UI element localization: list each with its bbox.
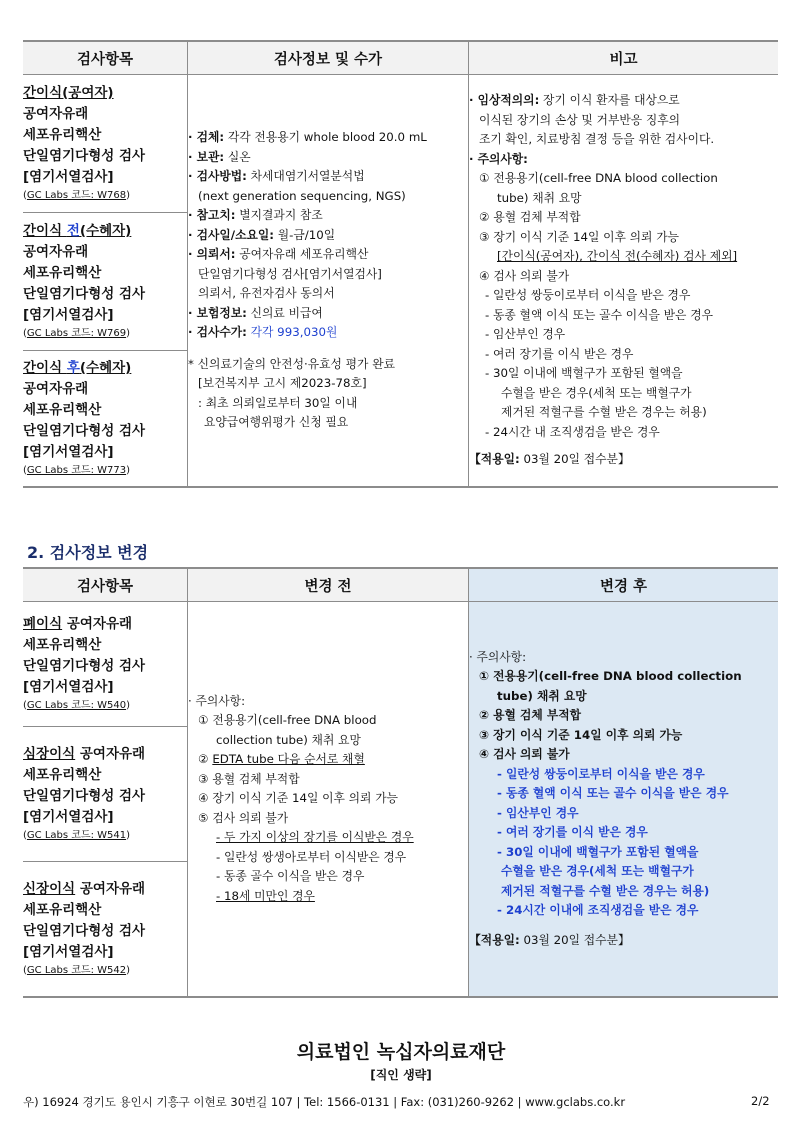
after-item: ③ 장기 이식 기준 14일 이후 의뢰 가능 <box>479 727 683 742</box>
test-item-title: 간이식 후(수혜자) <box>23 360 132 376</box>
test-item-title: 심장이식 <box>23 746 76 762</box>
test-item-cell <box>23 75 188 213</box>
storage-line: · 보관: 실온 <box>188 149 251 164</box>
after-subitem: 수혈을 받은 경우(세척 또는 백혈구가 <box>501 864 694 879</box>
after-subitem: 제거된 적혈구를 수혈 받은 경우는 허용) <box>501 883 710 898</box>
after-cell <box>469 602 779 998</box>
test-item-cell <box>23 727 188 862</box>
caution-item: tube) 채취 요망 <box>497 190 582 205</box>
test-item-line: [염기서열검사] <box>23 444 114 460</box>
test-item-title: 신장이식 <box>23 881 76 897</box>
caution-item: ① 전용용기(cell-free DNA blood collection <box>479 171 718 186</box>
test-item-line: 단일염기다형성 검사 <box>23 286 146 302</box>
test-code: (GC Labs 코드: W769) <box>23 328 131 339</box>
test-item-line: 단일염기다형성 검사 <box>23 923 146 939</box>
header-after: 변경 후 <box>469 568 779 602</box>
apply-date: 【적용일: 03월 20일 접수분】 <box>469 452 630 467</box>
test-item-cell <box>23 602 188 727</box>
test-item-line: [염기서열검사] <box>23 169 114 185</box>
test-info-table <box>23 40 778 488</box>
note-line-2: [보건복지부 고시 제2023-78호] <box>198 376 367 391</box>
caution-item: ④ 검사 의뢰 불가 <box>479 268 570 283</box>
test-item-line: [염기서열검사] <box>23 307 114 323</box>
apply-date: 【적용일: 03월 20일 접수분】 <box>469 932 630 947</box>
test-code: (GC Labs 코드: W773) <box>23 465 131 476</box>
caution-exception: [간이식(공여자), 간이식 전(수혜자) 검사 제외] <box>497 249 738 264</box>
test-item-line: 단일염기다형성 검사 <box>23 148 146 164</box>
test-code: (GC Labs 코드: W540) <box>23 700 131 711</box>
before-item: ① 전용용기(cell-free DNA blood <box>198 713 377 728</box>
table-header-row <box>23 568 778 602</box>
test-item-line: 공여자유래 <box>62 616 133 632</box>
after-item: tube) 채취 요망 <box>497 688 587 703</box>
test-item-line: [염기서열검사] <box>23 679 114 695</box>
before-subitem: - 18세 미만인 경우 <box>216 888 315 903</box>
before-item: ③ 용혈 검체 부적합 <box>198 771 300 786</box>
after-item: ② 용혈 검체 부적합 <box>479 708 582 723</box>
test-item-line: 세포유리핵산 <box>23 637 102 653</box>
test-item-line: 공여자유래 <box>75 881 146 897</box>
note-line-3: : 최초 의뢰일로부터 30일 이내 <box>198 395 358 410</box>
clinical-significance-2: 이식된 장기의 손상 및 거부반응 징후의 <box>479 112 681 127</box>
test-info-cell <box>188 75 469 488</box>
before-item: ⑤ 검사 의뢰 불가 <box>198 810 289 825</box>
test-item-line: 세포유리핵산 <box>23 265 102 281</box>
before-item: ④ 장기 이식 기준 14일 이후 의뢰 가능 <box>198 791 398 806</box>
test-item-line: 공여자유래 <box>75 746 146 762</box>
test-item-line: 공여자유래 <box>23 244 89 260</box>
note-line-1: * 신의료기술의 안전성·유효성 평가 완료 <box>188 356 395 371</box>
test-item-line: [염기서열검사] <box>23 944 114 960</box>
test-item-line: 단일염기다형성 검사 <box>23 788 146 804</box>
caution-subitem: - 동종 혈액 이식 또는 골수 이식을 받은 경우 <box>485 307 713 322</box>
after-subitem: - 동종 혈액 이식 또는 골수 이식을 받은 경우 <box>497 786 729 801</box>
test-item-cell <box>23 351 188 488</box>
info-change-table <box>23 567 778 998</box>
request-form-line-3: 의뢰서, 유전자검사 동의서 <box>198 286 335 301</box>
request-form-line: · 의뢰서: 공여자유래 세포유리핵산 <box>188 247 369 262</box>
before-cell <box>188 602 469 998</box>
section-title: 2. 검사정보 변경 <box>27 543 149 562</box>
header-remarks: 비고 <box>469 41 779 75</box>
test-item-title: 간이식 전(수혜자) <box>23 223 132 239</box>
test-code: (GC Labs 코드: W768) <box>23 190 131 201</box>
specimen-line: · 검체: 각각 전용용기 whole blood 20.0 mL <box>188 130 427 145</box>
after-subitem: - 일란성 쌍둥이로부터 이식을 받은 경우 <box>497 766 705 781</box>
before-item: collection tube) 채취 요망 <box>216 732 361 747</box>
test-item-title: 폐이식 <box>23 616 63 632</box>
caution-item: ③ 장기 이식 기준 14일 이후 의뢰 가능 <box>479 229 679 244</box>
seal-omitted: [직인 생략] <box>370 1068 432 1082</box>
insurance-line: · 보험정보: 신의료 비급여 <box>188 305 323 320</box>
clinical-significance-3: 조기 확인, 치료방침 결정 등을 위한 검사이다. <box>479 132 715 147</box>
caution-subitem: - 30일 이내에 백혈구가 포함된 혈액을 <box>485 366 683 381</box>
test-day-line: · 검사일/소요일: 월-금/10일 <box>188 227 336 242</box>
caution-subitem: - 24시간 내 조직생검을 받은 경우 <box>485 424 660 439</box>
after-subitem: - 여러 장기를 이식 받은 경우 <box>497 825 648 840</box>
test-code: (GC Labs 코드: W542) <box>23 965 131 976</box>
test-item-cell <box>23 862 188 998</box>
caution-subitem: 수혈을 받은 경우(세척 또는 백혈구가 <box>501 385 692 400</box>
test-item-line: 세포유리핵산 <box>23 767 102 783</box>
caution-subitem: - 일란성 쌍둥이로부터 이식을 받은 경우 <box>485 288 691 303</box>
remarks-cell <box>469 75 779 488</box>
test-item-title: 간이식(공여자) <box>23 85 114 101</box>
header-test-item: 검사항목 <box>23 568 188 602</box>
header-test-item: 검사항목 <box>23 41 188 75</box>
after-item: ① 전용용기(cell-free DNA blood collection <box>479 669 742 684</box>
caution-subitem: - 여러 장기를 이식 받은 경우 <box>485 346 634 361</box>
request-form-line-2: 단일염기다형성 검사[염기서열검사] <box>198 266 382 281</box>
test-item-line: 공여자유래 <box>23 106 89 122</box>
test-item-cell <box>23 213 188 351</box>
before-subitem: - 일란성 쌍생아로부터 이식받은 경우 <box>216 849 407 864</box>
test-code: (GC Labs 코드: W541) <box>23 830 131 841</box>
before-item: ② EDTA tube 다음 순서로 채혈 <box>198 752 365 767</box>
header-before: 변경 전 <box>188 568 469 602</box>
table-header-row <box>23 41 778 75</box>
after-item: ④ 검사 의뢰 불가 <box>479 747 570 762</box>
caution-subitem: - 임산부인 경우 <box>485 327 566 342</box>
fee-value: 각각 993,030원 <box>246 325 338 340</box>
after-subitem: - 임산부인 경우 <box>497 805 579 820</box>
caution-item: ② 용혈 검체 부적합 <box>479 210 581 225</box>
before-subitem: - 두 가지 이상의 장기를 이식받은 경우 <box>216 830 414 845</box>
test-item-line: 세포유리핵산 <box>23 127 102 143</box>
note-line-4: 요양급여행위평가 신청 필요 <box>204 415 349 430</box>
page-number: 2/2 <box>751 1094 770 1108</box>
header-test-info: 검사정보 및 수가 <box>188 41 469 75</box>
test-item-line: [염기서열검사] <box>23 809 114 825</box>
test-item-line: 세포유리핵산 <box>23 902 102 918</box>
caution-label: · 주의사항: <box>188 693 246 708</box>
test-item-line: 공여자유래 <box>23 381 89 397</box>
after-subitem: - 24시간 이내에 조직생검을 받은 경우 <box>497 903 699 918</box>
clinical-significance: · 임상적의의: 장기 이식 환자를 대상으로 <box>469 93 680 108</box>
fee-line: · 검사수가: 각각 993,030원 <box>188 325 338 340</box>
after-subitem: - 30일 이내에 백혈구가 포함된 혈액을 <box>497 844 699 859</box>
test-item-line: 단일염기다형성 검사 <box>23 423 146 439</box>
footer-address: 우) 16924 경기도 용인시 기흥구 이현로 30번길 107 | Tel: 1566-0131 | Fax: (031)260-9262 | www.gclabs.co.kr <box>23 1095 626 1109</box>
reference-line: · 참고치: 별지결과지 참조 <box>188 208 323 223</box>
test-item-line: 단일염기다형성 검사 <box>23 658 146 674</box>
before-subitem: - 동종 골수 이식을 받은 경우 <box>216 869 365 884</box>
test-item-line: 세포유리핵산 <box>23 402 102 418</box>
method-line-2: (next generation sequencing, NGS) <box>198 188 406 203</box>
caution-label: · 주의사항: <box>469 151 528 166</box>
method-line: · 검사방법: 차세대염기서열분석법 <box>188 169 365 184</box>
caution-label: · 주의사항: <box>469 649 527 664</box>
caution-subitem: 제거된 적혈구를 수혈 받은 경우는 허용) <box>501 405 707 420</box>
organization-name: 의료법인 녹십자의료재단 <box>296 1041 506 1063</box>
